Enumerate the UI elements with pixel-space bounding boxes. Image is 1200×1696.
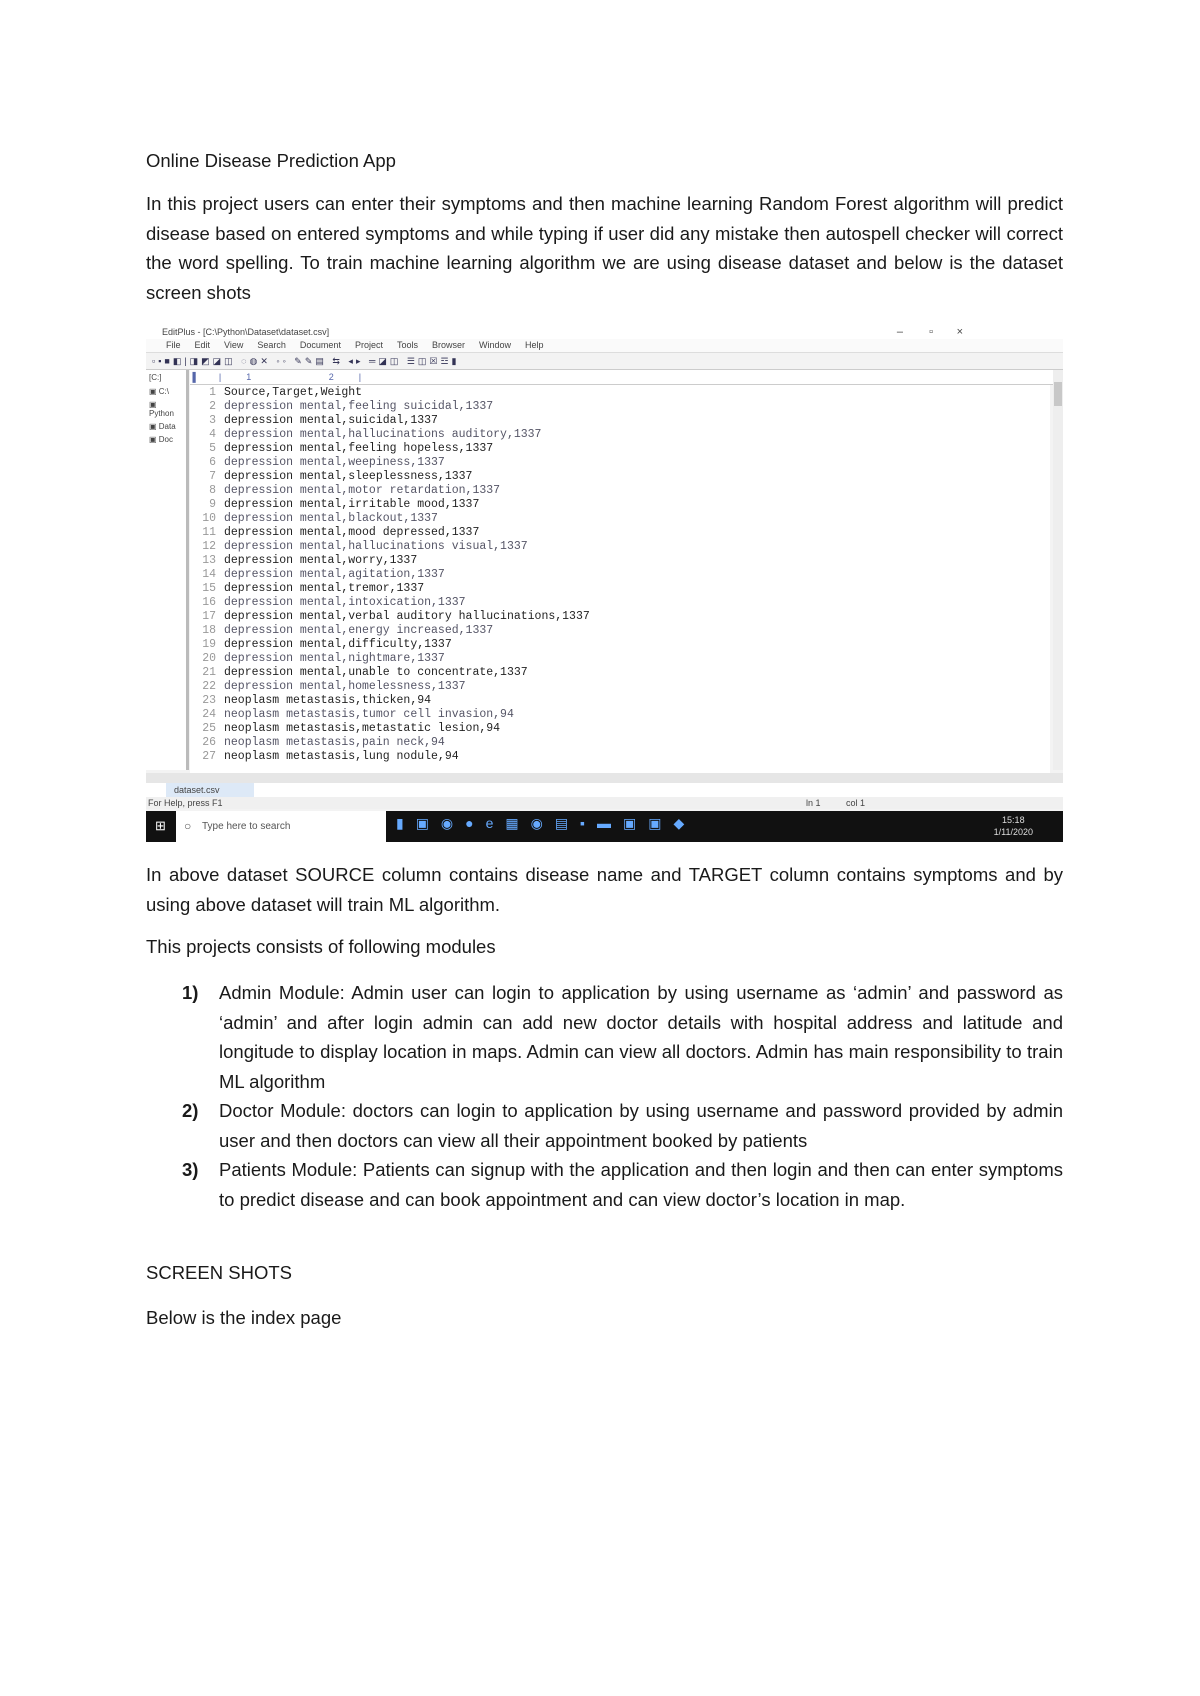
- line-number: 24: [202, 708, 216, 721]
- status-col: col 1: [846, 798, 866, 808]
- line-text: neoplasm metastasis,metastatic lesion,94: [224, 722, 501, 735]
- line-number: 7: [209, 470, 216, 483]
- horizontal-scrollbar[interactable]: [146, 773, 1063, 783]
- vertical-scrollbar[interactable]: [1053, 370, 1063, 770]
- taskbar-search[interactable]: [176, 811, 386, 842]
- line-number: 20: [202, 652, 216, 665]
- line-number: 3: [209, 414, 216, 427]
- line-number: 5: [209, 442, 216, 455]
- editor-line: [190, 484, 500, 498]
- line-number: 21: [202, 666, 216, 679]
- module-text: Patients Module: Patients can signup with the application and then login and then can enter symptoms to predict disease and can book appointment and can view doctor’s location in map.: [219, 1159, 1063, 1210]
- window-title-bar: [146, 325, 1063, 339]
- editor-line: [190, 610, 590, 624]
- line-number: 19: [202, 638, 216, 651]
- file-tabs: [146, 783, 1063, 797]
- restore-icon: ▫: [929, 326, 933, 338]
- clock-date: 1/11/2020: [993, 827, 1033, 837]
- editor-line: [190, 736, 445, 750]
- editor-line: [190, 568, 445, 582]
- index-page-caption: Below is the index page: [146, 1307, 342, 1328]
- editor-line: [190, 470, 472, 484]
- module-item: [146, 1155, 1063, 1214]
- module-item: [146, 1096, 1063, 1155]
- status-line: ln 1: [806, 798, 821, 808]
- line-text: depression mental,mood depressed,1337: [224, 526, 480, 539]
- line-number: 8: [209, 484, 216, 497]
- editor-line: [190, 386, 362, 400]
- close-icon: ×: [956, 326, 963, 338]
- line-number: 27: [202, 750, 216, 763]
- line-number: 12: [202, 540, 216, 553]
- menu-bar: [146, 339, 1063, 352]
- line-text: neoplasm metastasis,pain neck,94: [224, 736, 445, 749]
- line-number: 15: [202, 582, 216, 595]
- module-item: [146, 978, 1063, 1096]
- line-text: depression mental,motor retardation,1337: [224, 484, 501, 497]
- line-text: depression mental,worry,1337: [224, 554, 418, 567]
- editor-line: [190, 554, 417, 568]
- screenshots-heading: SCREEN SHOTS: [146, 1262, 292, 1283]
- line-text: depression mental,feeling suicidal,1337: [224, 400, 494, 413]
- search-circle-icon: ○: [184, 819, 192, 833]
- modules-intro: This projects consists of following modules: [146, 936, 496, 957]
- line-number: 16: [202, 596, 216, 609]
- editor-line: [190, 400, 493, 414]
- line-text: depression mental,hallucinations visual,1337: [224, 540, 528, 553]
- editor-line: [190, 694, 431, 708]
- line-number: 22: [202, 680, 216, 693]
- editor-line: [190, 624, 493, 638]
- line-text: neoplasm metastasis,thicken,94: [224, 694, 432, 707]
- line-number: 14: [202, 568, 216, 581]
- menu-item-file[interactable]: File: [166, 340, 181, 350]
- line-text: depression mental,weepiness,1337: [224, 456, 445, 469]
- editor-line: [190, 428, 541, 442]
- line-text: depression mental,nightmare,1337: [224, 652, 445, 665]
- line-text: depression mental,agitation,1337: [224, 568, 445, 581]
- taskbar-clock: [994, 814, 1033, 838]
- line-text: depression mental,blackout,1337: [224, 512, 438, 525]
- editor-line: [190, 512, 438, 526]
- intro-paragraph: In this project users can enter their symptoms and then machine learning Random Forest algorithm will predict disease based on entered symptoms and while typing if user did any mistake then autospell checker will correct the word spelling. To train machine learning algorithm we are using disease dataset and below is the dataset screen shots: [146, 193, 1063, 303]
- taskbar: [146, 811, 1063, 842]
- module-number: 3): [182, 1159, 199, 1180]
- menu-item-window[interactable]: Window: [479, 340, 512, 350]
- line-number: 26: [202, 736, 216, 749]
- module-number: 2): [182, 1100, 199, 1121]
- line-number: 2: [209, 400, 216, 413]
- editor-line: [190, 456, 445, 470]
- line-number: 11: [202, 526, 216, 539]
- line-number: 9: [209, 498, 216, 511]
- editor-line: [190, 708, 514, 722]
- line-number: 4: [209, 428, 216, 441]
- line-number: 23: [202, 694, 216, 707]
- status-help: For Help, press F1: [148, 798, 223, 808]
- line-text: depression mental,intoxication,1337: [224, 596, 466, 609]
- line-text: depression mental,suicidal,1337: [224, 414, 438, 427]
- module-text: Doctor Module: doctors can login to application by using username and password provided by admin user and then doctors can view all their appointment booked by patients: [219, 1100, 1063, 1151]
- editor-line: [190, 526, 479, 540]
- clock-time: 15:18: [1002, 815, 1025, 825]
- module-number: 1): [182, 982, 199, 1003]
- line-number: 18: [202, 624, 216, 637]
- ruler: ▌ | 1 2 |: [190, 370, 1063, 385]
- editor-line: [190, 442, 493, 456]
- editor-line: [190, 414, 438, 428]
- menu-item-project[interactable]: Project: [354, 340, 383, 350]
- windows-start-icon[interactable]: ⊞: [155, 818, 166, 833]
- editor-line: [190, 582, 424, 596]
- modules-list: [146, 978, 1063, 1214]
- editor-line: [190, 652, 445, 666]
- menu-item-document[interactable]: Document: [299, 340, 341, 350]
- line-number: 13: [202, 554, 216, 567]
- status-bar: [146, 797, 1063, 809]
- dataset-description: In above dataset SOURCE column contains disease name and TARGET column contains symptoms and by using above dataset will train ML algorithm.: [146, 864, 1063, 915]
- line-text: depression mental,sleeplessness,1337: [224, 470, 473, 483]
- taskbar-app-icons[interactable]: ▮▣◉●e▦◉▤▪▬▣▣◆: [396, 815, 697, 831]
- line-text: neoplasm metastasis,lung nodule,94: [224, 750, 459, 763]
- menu-item-help[interactable]: Help: [525, 340, 544, 350]
- line-text: depression mental,hallucinations auditory,1337: [224, 428, 542, 441]
- editor-line: [190, 596, 466, 610]
- text-editor[interactable]: [190, 385, 1050, 773]
- editor-line: [190, 722, 500, 736]
- line-text: Source,Target,Weight: [224, 386, 363, 399]
- line-number: 25: [202, 722, 216, 735]
- minimize-icon: –: [896, 326, 903, 338]
- line-number: 1: [209, 386, 216, 399]
- line-number: 17: [202, 610, 216, 623]
- editor-line: [190, 498, 479, 512]
- line-text: depression mental,difficulty,1337: [224, 638, 452, 651]
- search-placeholder: Type here to search: [202, 821, 291, 832]
- line-number: 10: [202, 512, 216, 525]
- line-text: depression mental,tremor,1337: [224, 582, 425, 595]
- editor-line: [190, 750, 459, 764]
- line-text: depression mental,unable to concentrate,1337: [224, 666, 528, 679]
- line-text: depression mental,energy increased,1337: [224, 624, 494, 637]
- directory-panel: [C:] ▣ C:\ ▣ Python ▣ Data ▣ Doc: [146, 370, 189, 770]
- file-tab[interactable]: dataset.csv: [166, 783, 254, 797]
- line-text: depression mental,verbal auditory hallucinations,1337: [224, 610, 590, 623]
- menu-item-browser[interactable]: Browser: [431, 340, 465, 350]
- toolbar-icons: ▫▪■◧|◨◩◪◫ ◌◍✕ ◦◦ ✎✎▤ ⇆ ◂▸ ═◪◫ ☰◫☒☲▮: [146, 352, 1063, 370]
- editor-line: [190, 540, 528, 554]
- menu-item-edit[interactable]: Edit: [194, 340, 211, 350]
- editor-screenshot: [146, 325, 1063, 842]
- editor-line: [190, 680, 466, 694]
- editor-line: [190, 666, 528, 680]
- window-title: EditPlus - [C:\Python\Dataset\dataset.csv]: [162, 327, 330, 337]
- line-text: depression mental,feeling hopeless,1337: [224, 442, 494, 455]
- module-text: Admin Module: Admin user can login to application by using username as ‘admin’ and password as ‘admin’ and after login admin can add new doctor details with hospital address and latitude and longitude to display location in maps. Admin can view all doctors. Admin has main responsibility to train ML algorithm: [219, 982, 1063, 1092]
- menu-item-search[interactable]: Search: [257, 340, 286, 350]
- document-title: Online Disease Prediction App: [146, 150, 396, 171]
- menu-item-view[interactable]: View: [224, 340, 244, 350]
- line-text: depression mental,irritable mood,1337: [224, 498, 480, 511]
- editor-line: [190, 638, 452, 652]
- line-number: 6: [209, 456, 216, 469]
- line-text: neoplasm metastasis,tumor cell invasion,94: [224, 708, 514, 721]
- menu-item-tools[interactable]: Tools: [396, 340, 418, 350]
- line-text: depression mental,homelessness,1337: [224, 680, 466, 693]
